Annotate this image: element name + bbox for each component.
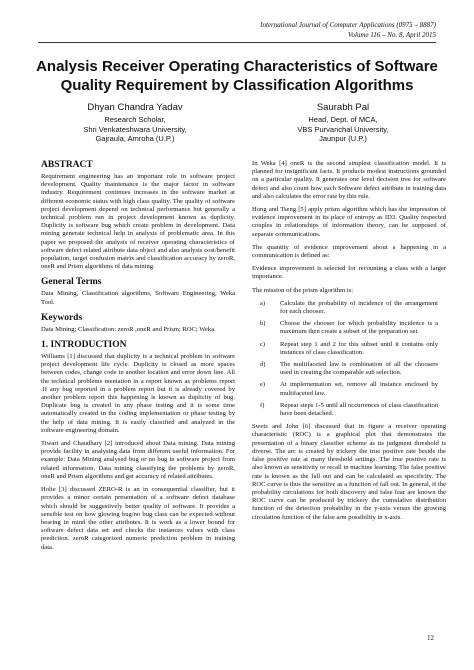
paper-title xyxy=(30,57,444,95)
journal-volume: Volume 116 – No. 8, April 2015 xyxy=(347,30,436,39)
list-item-text: Calculate the probability of incidence of the arrangement for each chooser. xyxy=(280,299,438,316)
list-marker: b) xyxy=(260,320,266,328)
author-block-1 xyxy=(60,102,210,144)
author-name: Saurabh Pal xyxy=(316,102,370,113)
list-marker: d) xyxy=(260,361,266,369)
list-item-text: Choose the chooser for which probability incidence is a maximum then create a subset of the preparation set xyxy=(280,320,438,336)
left-column xyxy=(41,160,235,557)
author-affiliation: Research Scholar, xyxy=(104,115,166,124)
list-marker: a) xyxy=(260,299,266,307)
body-paragraph-mission: The mission of the prism algorithm is: xyxy=(252,286,354,294)
author-block-2 xyxy=(268,102,418,144)
prism-steps-list xyxy=(252,300,446,418)
list-item-text: At implementation set, remove all instance enclosed by multifaceted law. xyxy=(280,381,438,397)
list-item-text: Repeat steps 1-5 until all occurrences of class classification have been detached. xyxy=(280,401,438,418)
list-item xyxy=(252,381,446,397)
body-paragraph-evidence: Evidence improvement is selected for recounting a class with a larger importance. xyxy=(252,265,446,281)
list-marker: e) xyxy=(260,381,266,389)
list-item-text: The multifaceted law is combination of all the choosers used in creating the comparable sub selection. xyxy=(280,361,438,377)
introduction-paragraph-2: Tiwari and Chaudhary [2] introduced about Data mining. Data mining provide facility in analysing data from different useful information. For example: Data Mining analysed bug or no bug in software project from related information. Data mining classifying the problems by zeroR, oneR and Prism algorithms and get accuracy of related attributes. xyxy=(41,440,235,480)
list-item xyxy=(252,320,446,336)
list-item xyxy=(252,300,446,316)
list-item xyxy=(252,361,446,377)
body-paragraph-prism: Hong and Tseng [5] apply prism algorithm which has the impression of evidence improvement in its place of entropy as ID3. Quality respected couples in relationships of information theory, can be supposed of separate communications. xyxy=(252,206,446,238)
body-paragraph-oner: In Weka [4] oneR is the second simplest classification model. It is planned for insignificant facts. It products modest instructions grounded on a particular quality. It generates one level decision tree for software defect and also count how each Software defect attribute in training data and also calculates the error rate by this rule. xyxy=(252,160,446,200)
list-item xyxy=(252,402,446,418)
journal-header xyxy=(260,21,436,40)
general-terms-text: Data Mining, Classification algorithms, Software Engineering, Weka Tool. xyxy=(41,290,235,306)
introduction-heading: 1. INTRODUCTION xyxy=(41,340,127,351)
author-affiliation: Jaunpur (U.P.) xyxy=(319,134,367,143)
author-affiliation: Gajraula, Amroha (U.P.) xyxy=(95,134,175,143)
abstract-text: Requirement engineering has an important role in software project development. Quality maintenance is the major factor in software industry. Requirement continues increases in the software market at different economic status with high class quality. The quality of software project development depend on technical performance but generally a technical problem run in project development known as duplicity. Duplicity is software bug which create problem in development. Data mining generate technical help in analysis of problematic area. In this paper we proposed the analysis of receiver operating characteristics of software defect related attribute data object and also analysis cost/benefit population, target confusion matrix and classification accuracy by zeroR, oneR and Prism algorithms of data mining. xyxy=(41,173,235,271)
list-item-text: Repeat step 1 and 2 for this subset until it contains only instances of class classification. xyxy=(280,340,438,356)
list-marker: c) xyxy=(260,340,266,348)
author-affiliation: VBS Purvanchal University, xyxy=(297,124,389,134)
keywords-text: Data Mining; Classification: zeroR ,oneR and Prism; ROC; Weka. xyxy=(41,325,216,333)
header-rule xyxy=(38,42,436,43)
keywords-heading: Keywords xyxy=(41,312,83,323)
general-terms-heading: General Terms xyxy=(41,277,102,288)
introduction-paragraph-1: Williams [1] discussed that duplicity is a technical problem in software project development life cycle. Duplicity is closed as more spaces between codes, change code in another location and error down line. All the technical problems mentation in a report known as problems report .If any bug reported in a problem report but it is already covered by another problem report this happening is known as duplicity of bug. Duplicate bug is created in any phase testing and it is some time automatically created in the coding implementation or phase testing by the help of data mining. It is easily classified and analyzed in the software engineering domain. xyxy=(41,353,235,434)
list-marker: f) xyxy=(260,401,265,409)
body-paragraph-quantity: The quantity of evidence improvement about a happening in a communication is defined as: xyxy=(252,243,446,260)
page-number: 12 xyxy=(427,634,434,642)
paper-title-line-2: Quality Requirement by Classification Algorithms xyxy=(60,77,414,94)
paper-title-line-1: Analysis Receiver Operating Characteristics of Software xyxy=(36,58,438,75)
author-name: Dhyan Chandra Yadav xyxy=(87,102,183,113)
list-item xyxy=(252,341,446,357)
introduction-paragraph-3: Holte [3] discussed ZERO-R is an in consequential classifier, but it provides a minor certain presentation of a software defect database which should be suggestively better quality of software. It provides a sensible test on how glowing bug/no bug class can be expected without bearing in mind the other attributes. It is work as a lower bound for software defect data set and checks the instances values with class prediction. zeroR categorized numeric prediction problem in training data. xyxy=(41,486,235,551)
author-affiliation: Shri Venkateshwara University, xyxy=(83,124,187,134)
abstract-heading: ABSTRACT xyxy=(41,160,93,170)
right-column xyxy=(252,160,446,527)
author-affiliation: Head, Dept. of MCA, xyxy=(308,115,378,124)
body-paragraph-roc: Swets and John [6] discussed that in figure a receiver operating characteristic (ROC) is a graphical plot that demonstrates the presentation of a binary classifier scheme as its judgment threshold is diverse. The arc is created by trickery the true positive rate beside the false positive rate at many threshold settings. The true positive rate is also known as sensitivity or recall in machine learning. The false positive rate is known as the fall out and can be calculated as specificity. The ROC curve is thus the sensitive as a function of fall out. In general, if the probability circulations for both discovery and false fear are known the ROC curve can be produced by trickery the cumulative distribution function of the detection probability in the y-axis versus the growing circulation function of the false arm possibility in x-axis. xyxy=(252,423,446,521)
journal-name: International Journal of Computer Applications (0975 – 8887) xyxy=(260,21,436,29)
